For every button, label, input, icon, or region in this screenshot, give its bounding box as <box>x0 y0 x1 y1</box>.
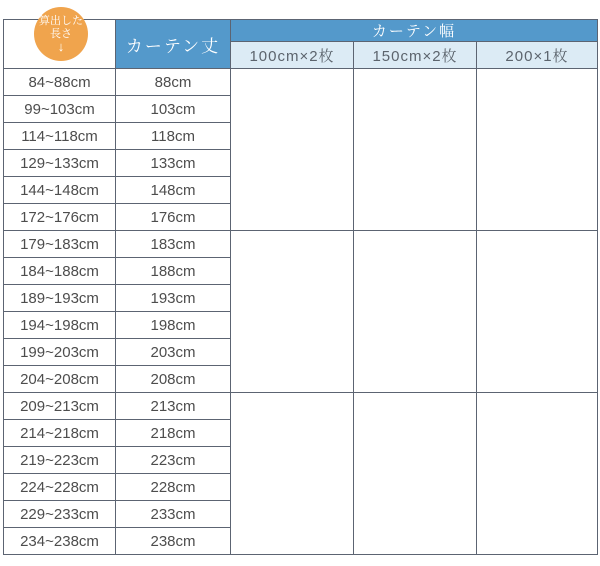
height-range-cell: 144~148cm <box>4 177 116 204</box>
width-option-header-100cm: 100cm×2枚 <box>231 42 354 69</box>
badge-text-line1: 算出した <box>39 15 83 27</box>
curtain-length-cell: 193cm <box>116 285 231 312</box>
height-range-cell: 209~213cm <box>4 393 116 420</box>
height-range-cell: 234~238cm <box>4 528 116 555</box>
table-row <box>4 393 598 420</box>
height-range-cell: 184~188cm <box>4 258 116 285</box>
height-range-cell: 189~193cm <box>4 285 116 312</box>
table-header-row-1 <box>4 20 598 42</box>
height-range-cell: 114~118cm <box>4 123 116 150</box>
curtain-length-header: カーテン丈 <box>116 20 231 69</box>
width-option-header-150cm: 150cm×2枚 <box>354 42 477 69</box>
width-option-cell <box>354 231 477 393</box>
width-option-cell <box>477 393 598 555</box>
curtain-length-cell: 103cm <box>116 96 231 123</box>
width-option-cell <box>231 69 354 231</box>
height-range-cell: 84~88cm <box>4 69 116 96</box>
curtain-length-cell: 203cm <box>116 339 231 366</box>
curtain-length-cell: 228cm <box>116 474 231 501</box>
curtain-length-cell: 213cm <box>116 393 231 420</box>
curtain-length-cell: 238cm <box>116 528 231 555</box>
width-option-cell <box>231 393 354 555</box>
badge-text-line2: 長さ <box>50 28 72 40</box>
curtain-length-cell: 188cm <box>116 258 231 285</box>
height-range-cell: 229~233cm <box>4 501 116 528</box>
down-arrow-icon: ↓ <box>57 39 65 54</box>
width-option-cell <box>354 69 477 231</box>
height-range-cell: 224~228cm <box>4 474 116 501</box>
height-range-cell: 179~183cm <box>4 231 116 258</box>
height-range-cell: 99~103cm <box>4 96 116 123</box>
curtain-length-cell: 233cm <box>116 501 231 528</box>
height-range-cell: 199~203cm <box>4 339 116 366</box>
curtain-length-cell: 183cm <box>116 231 231 258</box>
curtain-length-cell: 208cm <box>116 366 231 393</box>
size-table-body <box>4 69 598 555</box>
height-range-cell: 194~198cm <box>4 312 116 339</box>
table-row <box>4 231 598 258</box>
curtain-size-table <box>3 19 598 555</box>
height-range-cell: 129~133cm <box>4 150 116 177</box>
curtain-length-cell: 133cm <box>116 150 231 177</box>
width-option-header-200: 200×1枚 <box>477 42 598 69</box>
curtain-length-cell: 218cm <box>116 420 231 447</box>
width-option-cell <box>231 231 354 393</box>
curtain-length-cell: 118cm <box>116 123 231 150</box>
curtain-length-cell: 88cm <box>116 69 231 96</box>
height-range-cell: 214~218cm <box>4 420 116 447</box>
width-option-cell <box>477 231 598 393</box>
height-range-cell: 204~208cm <box>4 366 116 393</box>
width-option-cell <box>354 393 477 555</box>
width-option-cell <box>477 69 598 231</box>
curtain-length-cell: 223cm <box>116 447 231 474</box>
curtain-length-cell: 198cm <box>116 312 231 339</box>
height-range-cell: 219~223cm <box>4 447 116 474</box>
curtain-length-cell: 148cm <box>116 177 231 204</box>
table-row <box>4 69 598 96</box>
height-range-cell: 172~176cm <box>4 204 116 231</box>
curtain-width-group-header: カーテン幅 <box>231 20 598 42</box>
curtain-length-cell: 176cm <box>116 204 231 231</box>
calculated-length-badge <box>34 7 88 61</box>
